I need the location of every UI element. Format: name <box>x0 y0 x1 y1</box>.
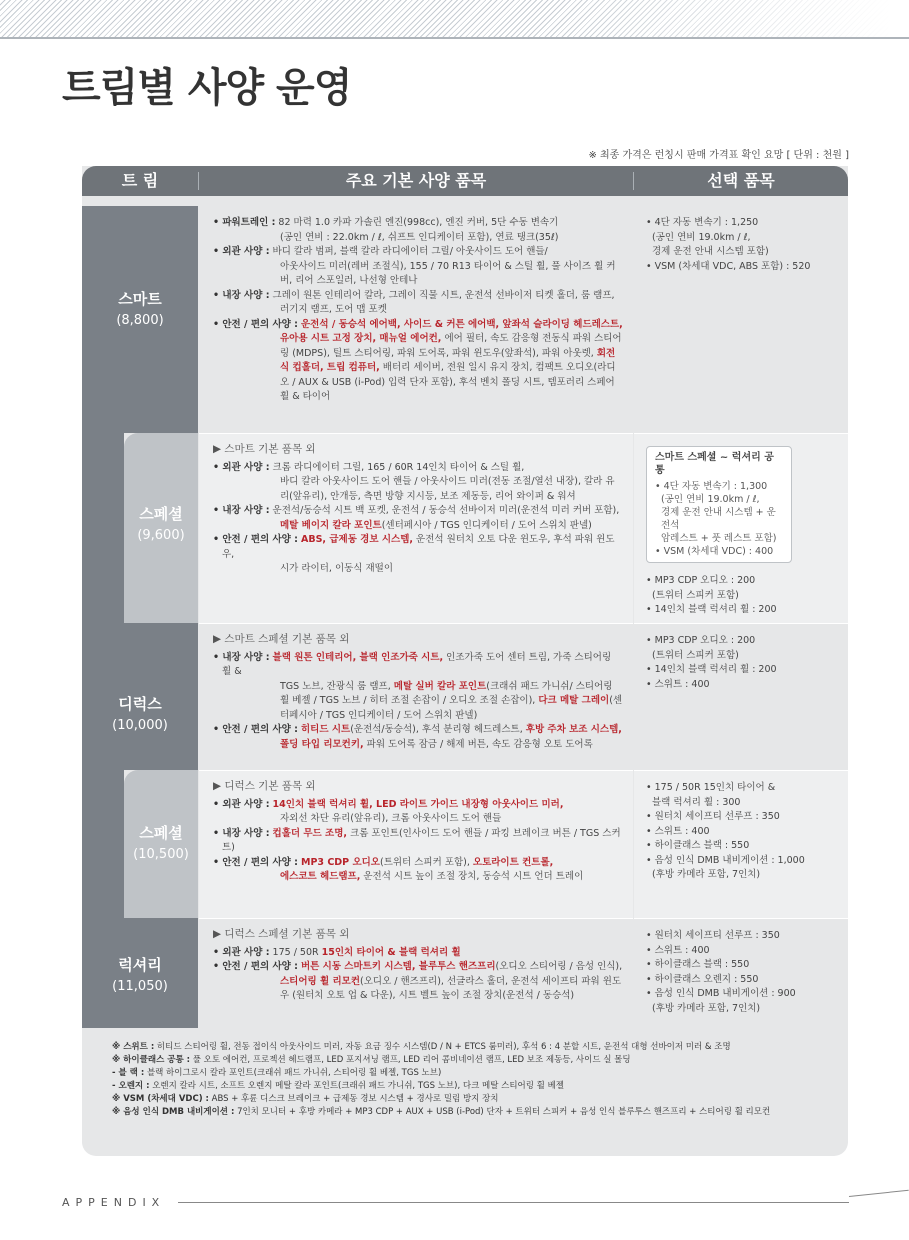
option-item: (트위터 스피커 포함) <box>652 649 739 661</box>
option-item: • 스위트 : 400 <box>646 825 710 837</box>
common-options-box <box>646 446 792 563</box>
option-item: • 14인치 블랙 럭셔리 휠 : 200 <box>646 664 777 675</box>
feature-item: • 외관 사양 : 크롬 라디에이터 그릴, 165 / 60R 14인치 타이어 & 스틸 휠, 바디 칼라 아웃사이드 도어 핸들 / 아웃사이드 미러(전동 조절/열선 내장), 칼라 유리(앞유리), 안개등, 측면 방향 지시등, 보조 제동등, 리어 와이퍼 & 워셔 <box>213 461 615 502</box>
option-item: • 14인치 블랙 럭셔리 휠 : 200 <box>646 604 777 615</box>
feature-item: • 안전 / 편의 사양 : 히티드 시트(운전석/동승석), 후석 분리형 헤드레스트, 후방 주차 보조 시스템, 폴딩 타입 리모컨키, 파워 도어록 잠금 / 해제 버튼, 속도 감응형 오토 도어록 <box>213 724 622 750</box>
options-smart <box>634 206 848 433</box>
base-trim-note: ▶ 스마트 스페셜 기본 품목 외 <box>213 633 350 645</box>
option-item: • 하이클래스 오렌지 : 550 <box>646 973 759 985</box>
option-item: • 음성 인식 DMB 내비게이션 : 900 <box>646 988 796 999</box>
option-item: (후방 카메라 포함, 7인치) <box>652 1002 761 1014</box>
option-item: 경제 운전 안내 시스템 포함) <box>652 246 769 257</box>
option-item: 경제 운전 안내 시스템 + 운전석 <box>661 507 776 531</box>
base-trim-note: ▶ 디럭스 스페셜 기본 품목 외 <box>213 928 350 940</box>
appendix-label: APPENDIX <box>62 1196 166 1209</box>
price-note: ※ 최종 가격은 런칭시 판매 가격표 확인 요망 [ 단위 : 천원 ] <box>588 150 849 161</box>
feature-item: • 내장 사양 : 컵홀더 무드 조명, 크롬 포인트(인사이드 도어 핸들 / 파킹 브레이크 버튼 / TGS 스커트) <box>213 827 621 853</box>
option-item: • VSM (차세대 VDC, ABS 포함) : 520 <box>646 260 811 272</box>
trim-name: 스마트 <box>118 290 162 308</box>
option-item: 블랙 럭셔리 휠 : 300 <box>652 796 741 808</box>
option-item: (트위터 스피커 포함) <box>652 589 739 601</box>
footer-rule <box>178 1202 849 1203</box>
option-item: • 하이클래스 블랙 : 550 <box>646 959 750 970</box>
option-item: • 175 / 50R 15인치 타이어 & <box>646 782 776 793</box>
feature-item: • 안전 / 편의 사양 : 운전석 / 동승석 에어백, 사이드 & 커튼 에어백, 앞좌석 슬라이딩 헤드레스트, 유아용 시트 고정 장치, 매뉴얼 에어컨, 에어 필터, 속도 감응형 전동식 파워 스티어링 (MDPS), 틸트 스티어링, 파워 도어록, 파워 윈도우(앞좌석), 파워 아웃렛, 회전식 컵홀더, 트립 컴퓨터, 배터리 세이버, 전원 일시 유지 장치, 컴팩트 오디오(라디오 / AUX & USB (i-Pod) 입력 단자 포함), 후석 벤치 폴딩 시트, 템포러리 스페어 휠 & 타이어 <box>213 318 623 402</box>
features-luxury <box>199 918 633 1028</box>
header-trim: 트 림 <box>121 171 159 190</box>
footnote: ※ 스위트 : 히티드 스티어링 휠, 전동 접이식 아웃사이드 미러, 자동 요금 징수 시스템(D / N + ETCS 룸미러), 후석 6 : 4 분할 시트, 운전석 대형 선바이저 미러 & 조명 <box>112 1042 731 1052</box>
option-item: • 원터치 세이프티 선루프 : 350 <box>646 930 780 941</box>
table-header <box>82 166 848 196</box>
trim-price: (9,600) <box>137 528 185 543</box>
feature-item: • 안전 / 편의 사양 : MP3 CDP 오디오(트위터 스피커 포함), 오토라이트 컨트롤, 에스코트 헤드램프, 운전석 시트 높이 조절 장치, 동승석 시트 언더 트레이 <box>213 856 584 882</box>
page-title: 트림별 사양 운영 <box>62 65 352 111</box>
footnote: ※ VSM (차세대 VDC) : ABS + 후륜 디스크 브레이크 + 급제동 경보 시스템 + 경사로 밀림 방지 장치 <box>112 1094 499 1104</box>
header-hatch-fade <box>560 0 909 38</box>
footnote: - 블 랙 : 블랙 하이그로시 칼라 포인트(크래쉬 패드 가니쉬, 스티어링 휠 베젤, TGS 노브) <box>112 1068 442 1078</box>
option-item: • MP3 CDP 오디오 : 200 <box>646 635 756 646</box>
option-item: (공인 연비 19.0km / ℓ, <box>661 494 760 505</box>
features-smart-special <box>199 433 633 623</box>
options-luxury <box>634 918 848 1028</box>
option-item: • 4단 자동 변속기 : 1,250 <box>646 217 759 228</box>
features-deluxe <box>199 623 633 770</box>
feature-item: • 내장 사양 : 그레이 원톤 인테리어 칼라, 그레이 직물 시트, 운전석 선바이저 티켓 홀더, 룸 램프, 러기지 램프, 도어 맵 포켓 <box>213 289 615 315</box>
trim-smart-special <box>124 433 198 623</box>
trim-name: 스페셜 <box>139 824 183 842</box>
options-smart-special <box>634 433 848 623</box>
option-item: • VSM (차세대 VDC) : 400 <box>655 546 774 557</box>
header-basic-features: 주요 기본 사양 품목 <box>345 171 487 190</box>
feature-item: • 안전 / 편의 사양 : ABS, 급제동 경보 시스템, 운전석 원터치 오토 다운 윈도우, 후석 파워 윈도우, 시가 라이터, 이동식 재떨이 <box>213 534 615 574</box>
option-item: • 스위트 : 400 <box>646 678 710 690</box>
features-deluxe-special <box>199 770 633 918</box>
feature-item: • 파워트레인 : 82 마력 1.0 카파 가솔린 엔진(998cc), 엔진 커버, 5단 수동 변속기 (공인 연비 : 22.0km / ℓ, 쉬프트 인디케이터 포함), 연료 탱크(35ℓ) <box>213 217 559 243</box>
trim-deluxe-special <box>124 770 198 918</box>
header-options: 선택 품목 <box>707 171 775 190</box>
option-item: • MP3 CDP 오디오 : 200 <box>646 575 756 586</box>
trim-price: (8,800) <box>116 313 164 328</box>
trim-name: 럭셔리 <box>118 956 162 974</box>
option-item: (공인 연비 19.0km / ℓ, <box>652 231 751 243</box>
footnotes <box>112 1041 832 1119</box>
common-options-title: 스마트 스페셜 ~ 럭셔리 공통 <box>655 452 774 476</box>
trim-luxury <box>82 918 198 1028</box>
option-item: 암레스트 + 풋 레스트 포함) <box>661 533 777 544</box>
feature-item: • 외관 사양 : 175 / 50R 15인치 타이어 & 블랙 럭셔리 휠 <box>213 946 461 958</box>
feature-item: • 내장 사양 : 블랙 원톤 인테리어, 블랙 인조가죽 시트, 인조가죽 도어 센터 트림, 가죽 스티어링 휠 & TGS 노브, 잔광식 룸 램프, 메탈 실버 칼라 포인트(크래쉬 패드 가니쉬/ 스티어링 휠 베젤 / TGS 노브 / 히터 조절 손잡이 / 오디오 조절 손잡이), 다크 메탈 그레이(센터페시아 / TGS 인디케이터 / 도어 스위치 판넬) <box>213 651 623 721</box>
spec-table <box>82 166 848 1156</box>
features-smart <box>199 206 633 433</box>
trim-price: (10,500) <box>133 847 189 862</box>
option-item: • 4단 자동 변속기 : 1,300 <box>655 481 768 492</box>
option-item: • 음성 인식 DMB 내비게이션 : 1,000 <box>646 854 805 866</box>
footnote: ※ 음성 인식 DMB 내비게이션 : 7인치 모니터 + 후방 카메라 + MP3 CDP + AUX + USB (i-Pod) 단자 + 트위터 스피커 + 음성 인식 블루투스 핸즈프리 + 스티어링 휠 리모컨 <box>112 1107 771 1117</box>
footer-rule-tail <box>849 1190 909 1197</box>
options-deluxe-special <box>634 770 848 918</box>
option-item: • 하이클래스 블랙 : 550 <box>646 840 750 851</box>
feature-item: • 내장 사양 : 운전석/동승석 시트 백 포켓, 운전석 / 동승석 선바이저 미러(운전석 미러 커버 포함), 메탈 베이지 칼라 포인트(센터페시아 / TGS 인디케이터 / 도어 스위치 판넬) <box>213 505 620 531</box>
options-deluxe <box>634 623 848 770</box>
trim-price: (10,000) <box>112 718 168 733</box>
trim-name: 디럭스 <box>118 695 162 713</box>
base-trim-note: ▶ 디럭스 기본 품목 외 <box>213 780 316 792</box>
option-item: • 원터치 세이프티 선루프 : 350 <box>646 811 780 822</box>
trim-deluxe <box>82 623 198 770</box>
options-list <box>646 574 777 618</box>
feature-item: • 외관 사양 : 14인치 블랙 럭셔리 휠, LED 라이트 가이드 내장형 아웃사이드 미러, 자외선 차단 유리(앞유리), 크롬 아웃사이드 도어 핸들 <box>213 798 564 824</box>
feature-item: • 안전 / 편의 사양 : 버튼 시동 스마트키 시스템, 블루투스 핸즈프리(오디오 스티어링 / 음성 인식), 스티어링 휠 리모컨(오디오 / 핸즈프리), 선글라스 홀더, 운전석 세이프티 파워 윈도우 (원터치 오토 업 & 다운), 시트 벨트 높이 조절 장치(운전석 / 동승석) <box>213 961 623 1001</box>
trim-name: 스페셜 <box>139 505 183 523</box>
header-divider <box>0 37 909 39</box>
base-trim-note: ▶ 스마트 기본 품목 외 <box>213 443 316 455</box>
trim-price: (11,050) <box>112 979 168 994</box>
trim-column-spacer <box>82 433 124 623</box>
trim-column-spacer <box>82 770 124 918</box>
footnote: - 오렌지 : 오렌지 칼라 시트, 소프트 오렌지 메탈 칼라 포인트(크래쉬 패드 가니쉬, TGS 노브), 다크 메탈 스티어링 휠 베젤 <box>112 1081 564 1091</box>
trim-smart <box>82 206 198 433</box>
feature-item: • 외관 사양 : 바디 칼라 범퍼, 블랙 칼라 라디에이터 그릴/ 아웃사이드 도어 핸들/ 아웃사이드 미러(레버 조절식), 155 / 70 R13 타이어 & 스틸 휠, 풀 사이즈 휠 커버, 리어 스포일러, 나선형 안테나 <box>213 246 616 286</box>
footnote: ※ 하이클래스 공통 : 풀 오토 에어컨, 프로젝션 헤드램프, LED 포지셔닝 램프, LED 리어 콤비네이션 램프, LED 보조 제동등, 사이드 실 몰딩 <box>112 1055 631 1065</box>
option-item: • 스위트 : 400 <box>646 944 710 956</box>
option-item: (후방 카메라 포함, 7인치) <box>652 869 761 880</box>
